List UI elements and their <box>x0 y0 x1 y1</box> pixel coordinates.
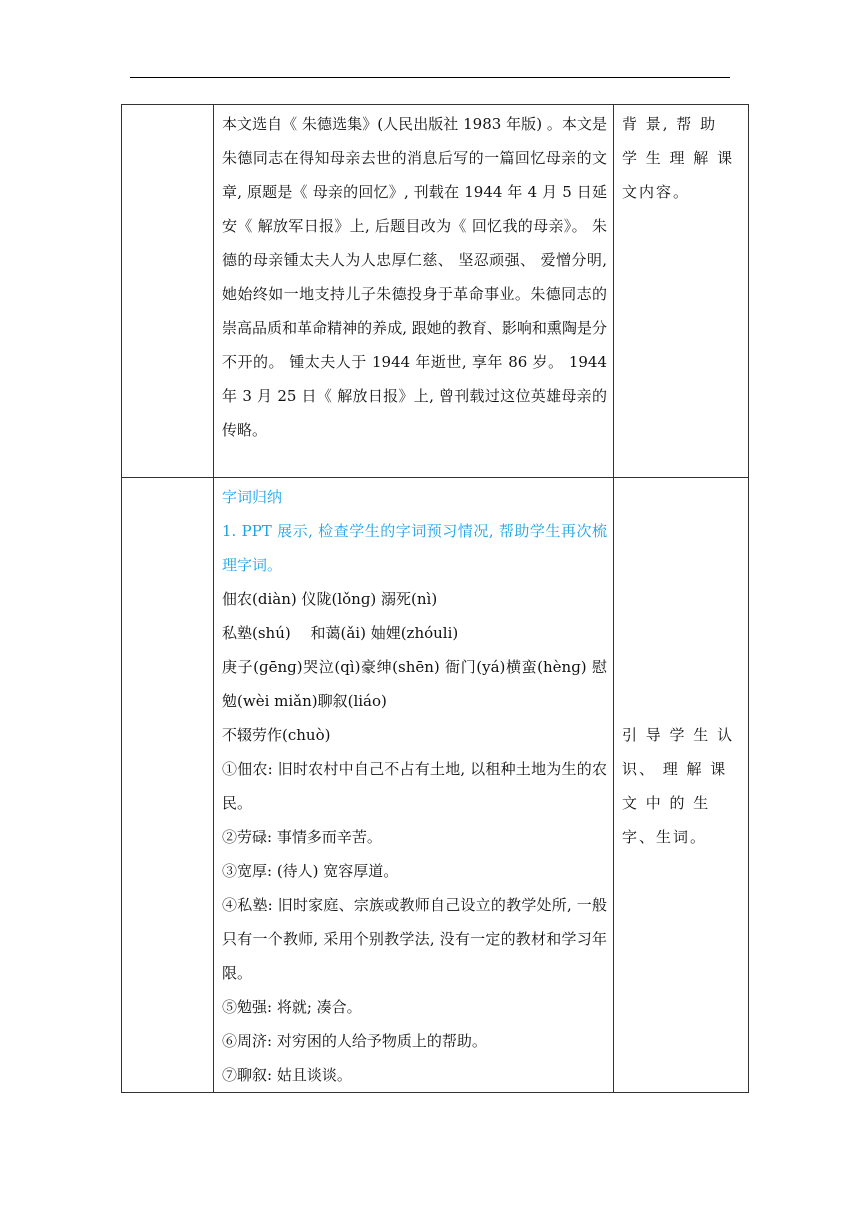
definition-item: ②劳碌: 事情多而辛苦。 <box>222 828 382 846</box>
stage-cell-empty <box>122 105 214 478</box>
instruction-text: 1. PPT 展示, 检查学生的字词预习情况, 帮助学生再次梳理字词。 <box>222 522 607 574</box>
pinyin-line: 庚子(ɡēnɡ)哭泣(qì)豪绅(shēn) 衙门(yá)横蛮(hènɡ) 慰勉(wèi miǎn)聊叙(liáo) <box>222 658 607 710</box>
background-paragraph: 本文选自《 朱德选集》(人民出版社 1983 年版) 。本文是朱德同志在得知母亲去世的消息后写的一篇回忆母亲的文章, 原题是《 母亲的回忆》, 刊载在 1944 年 4 月 5 日延安《 解放军日报》上, 后题目改为《 回忆我的母亲》。 朱德的母亲锺太夫人为人忠厚仁慈、 坚忍顽强、 爱憎分明, 她始终如一地支持儿子朱德投身于革命事业。朱德同志的崇高品质和革命精神的养成, 跟她的教育、影响和熏陶是分不开的。 锺太夫人于 1944 年逝世, 享年 86 岁。 1944 年 3 月 25 日《 解放日报》上, 曾刊载过这位英雄母亲的传略。 <box>222 115 607 439</box>
purpose-note: 引 导 学 生 认 识、 理 解 课 文 中 的 生字、生词。 <box>622 726 735 846</box>
definition-item: ④私塾: 旧时家庭、宗族或教师自己设立的教学处所, 一般只有一个教师, 采用个别教学法, 没有一定的教材和学习年限。 <box>222 896 607 982</box>
pinyin-line: 私塾(shú) 和蔼(ǎi) 妯娌(zhóuli) <box>222 624 459 642</box>
lesson-plan-table <box>121 104 749 1093</box>
table-row <box>122 105 749 478</box>
pinyin-line: 佃农(diàn) 仪陇(lǒnɡ) 溺死(nì) <box>222 590 438 608</box>
purpose-cell <box>614 478 749 1093</box>
table-row <box>122 478 749 1093</box>
stage-cell-empty <box>122 478 214 1093</box>
definition-item: ⑥周济: 对穷困的人给予物质上的帮助。 <box>222 1032 487 1050</box>
pinyin-line: 不辍劳作(chuò) <box>222 726 331 744</box>
header-rule <box>130 77 730 78</box>
purpose-cell <box>614 105 749 478</box>
definition-item: ①佃农: 旧时农村中自己不占有土地, 以租种土地为生的农民。 <box>222 760 607 812</box>
definition-item: ⑤勉强: 将就; 凑合。 <box>222 998 362 1016</box>
content-cell <box>214 478 614 1093</box>
purpose-note: 背 景, 帮 助 学 生 理 解 课文内容。 <box>622 115 735 201</box>
definition-item: ③宽厚: (待人) 宽容厚道。 <box>222 862 399 880</box>
definition-item: ⑦聊叙: 姑且谈谈。 <box>222 1066 352 1084</box>
section-heading: 字词归纳 <box>222 488 283 506</box>
content-cell <box>214 105 614 478</box>
